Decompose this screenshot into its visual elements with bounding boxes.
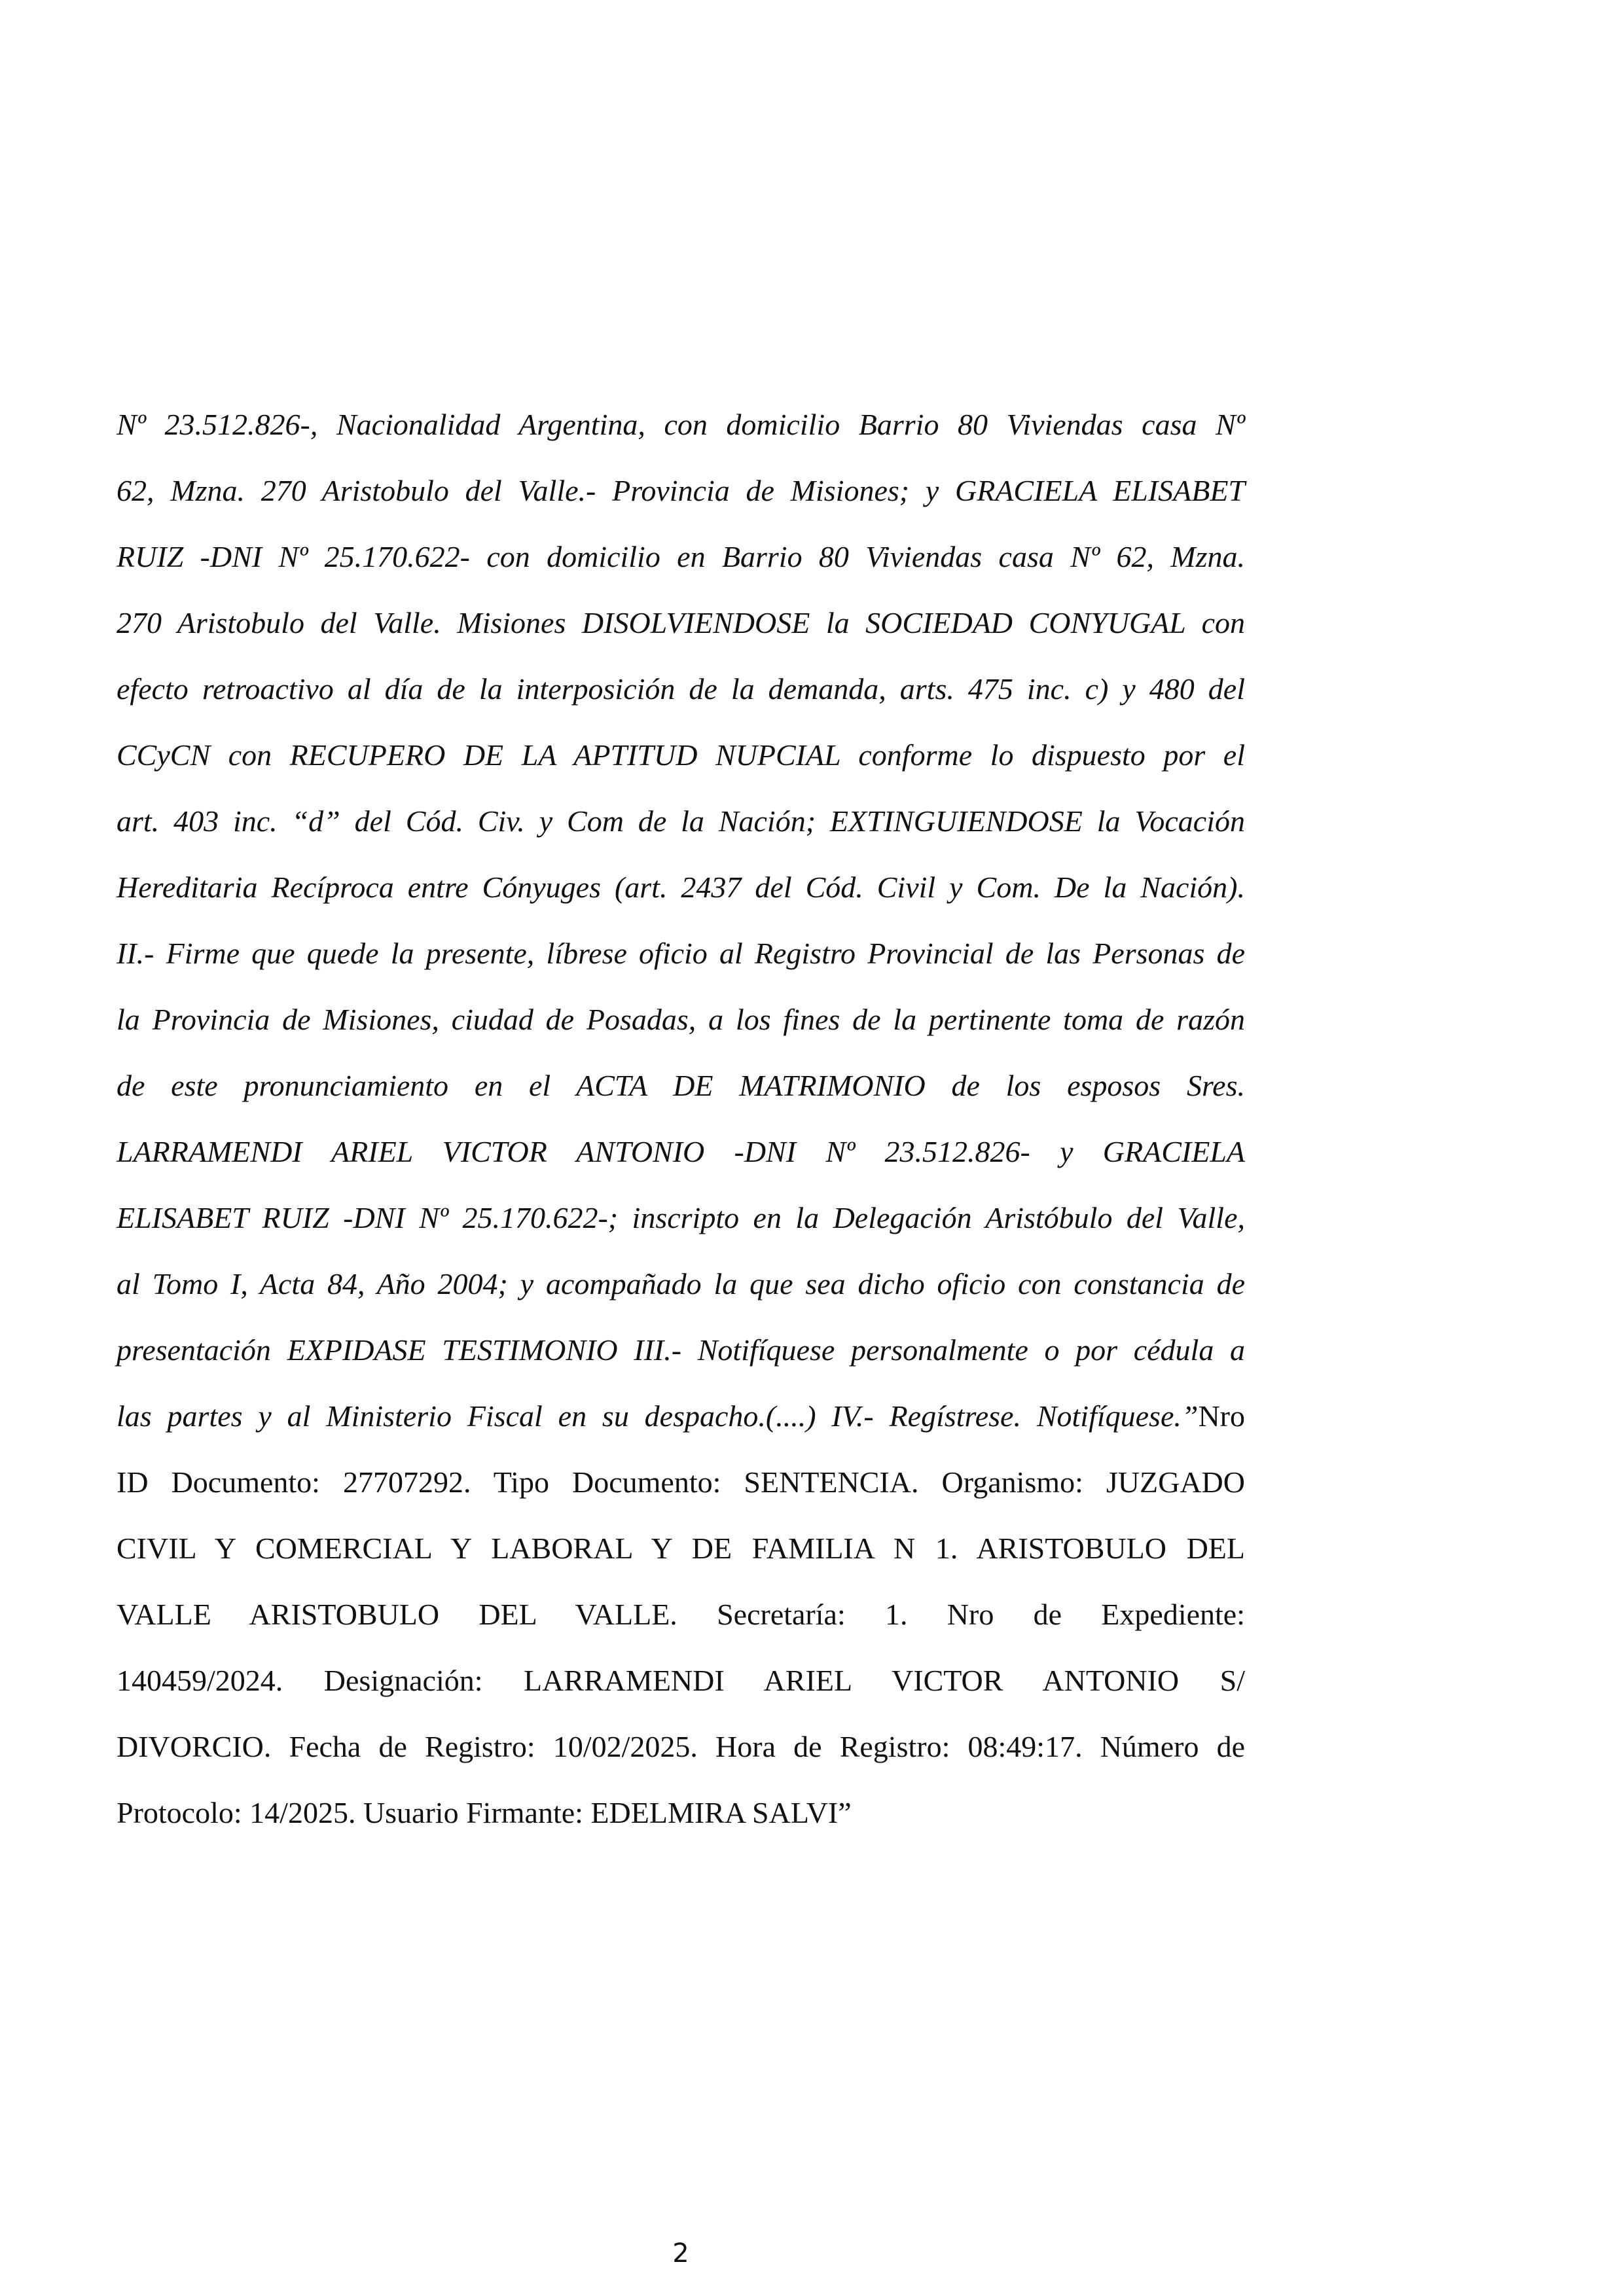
text-line-mixed [117, 1383, 1245, 1449]
document-body [117, 391, 1245, 1846]
text-line: presentación EXPIDASE TESTIMONIO III.- Notifíquese personalmente o por cédula a [117, 1333, 1245, 1367]
text-line: Nº 23.512.826-, Nacionalidad Argentina, con domicilio Barrio 80 Viviendas casa Nº [117, 408, 1245, 441]
text-line: art. 403 inc. “d” del Cód. Civ. y Com de la Nación; EXTINGUIENDOSE la Vocación [117, 804, 1245, 838]
text-line: la Provincia de Misiones, ciudad de Posadas, a los fines de la pertinente toma de razón [117, 1003, 1245, 1036]
text-line: Hereditaria Recíproca entre Cónyuges (art. 2437 del Cód. Civil y Com. De la Nación). [117, 870, 1245, 904]
text-regular-segment: Nro [1198, 1399, 1245, 1433]
text-line: 62, Mzna. 270 Aristobulo del Valle.- Provincia de Misiones; y GRACIELA ELISABET [117, 474, 1245, 507]
text-line: CIVIL Y COMERCIAL Y LABORAL Y DE FAMILIA N 1. ARISTOBULO DEL [117, 1532, 1245, 1565]
text-line: al Tomo I, Acta 84, Año 2004; y acompañado la que sea dicho oficio con constancia de [117, 1267, 1245, 1300]
page-number: 2 [672, 2238, 689, 2269]
text-line: CCyCN con RECUPERO DE LA APTITUD NUPCIAL conforme lo dispuesto por el [117, 738, 1245, 772]
text-line: LARRAMENDI ARIEL VICTOR ANTONIO -DNI Nº 23.512.826- y GRACIELA [117, 1135, 1245, 1168]
text-line: II.- Firme que quede la presente, líbrese oficio al Registro Provincial de las Personas de [117, 937, 1245, 970]
text-line: VALLE ARISTOBULO DEL VALLE. Secretaría: 1. Nro de Expediente: [117, 1598, 1245, 1631]
text-italic-segment: las partes y al Ministerio Fiscal en su despacho.(....) IV.- Regístrese. Notifíquese.” [117, 1399, 1199, 1433]
text-line: ELISABET RUIZ -DNI Nº 25.170.622-; inscripto en la Delegación Aristóbulo del Valle, [117, 1201, 1245, 1234]
text-line: efecto retroactivo al día de la interposición de la demanda, arts. 475 inc. c) y 480 del [117, 672, 1245, 706]
text-line: ID Documento: 27707292. Tipo Documento: SENTENCIA. Organismo: JUZGADO [117, 1465, 1245, 1499]
text-line: 140459/2024. Designación: LARRAMENDI ARIEL VICTOR ANTONIO S/ [117, 1664, 1245, 1697]
text-line-final: Protocolo: 14/2025. Usuario Firmante: EDELMIRA SALVI” [117, 1796, 852, 1829]
text-line: RUIZ -DNI Nº 25.170.622- con domicilio en Barrio 80 Viviendas casa Nº 62, Mzna. [117, 540, 1245, 573]
text-line: 270 Aristobulo del Valle. Misiones DISOLVIENDOSE la SOCIEDAD CONYUGAL con [117, 606, 1245, 639]
text-line: DIVORCIO. Fecha de Registro: 10/02/2025. Hora de Registro: 08:49:17. Número de [117, 1730, 1245, 1763]
text-line: de este pronunciamiento en el ACTA DE MATRIMONIO de los esposos Sres. [117, 1069, 1245, 1102]
